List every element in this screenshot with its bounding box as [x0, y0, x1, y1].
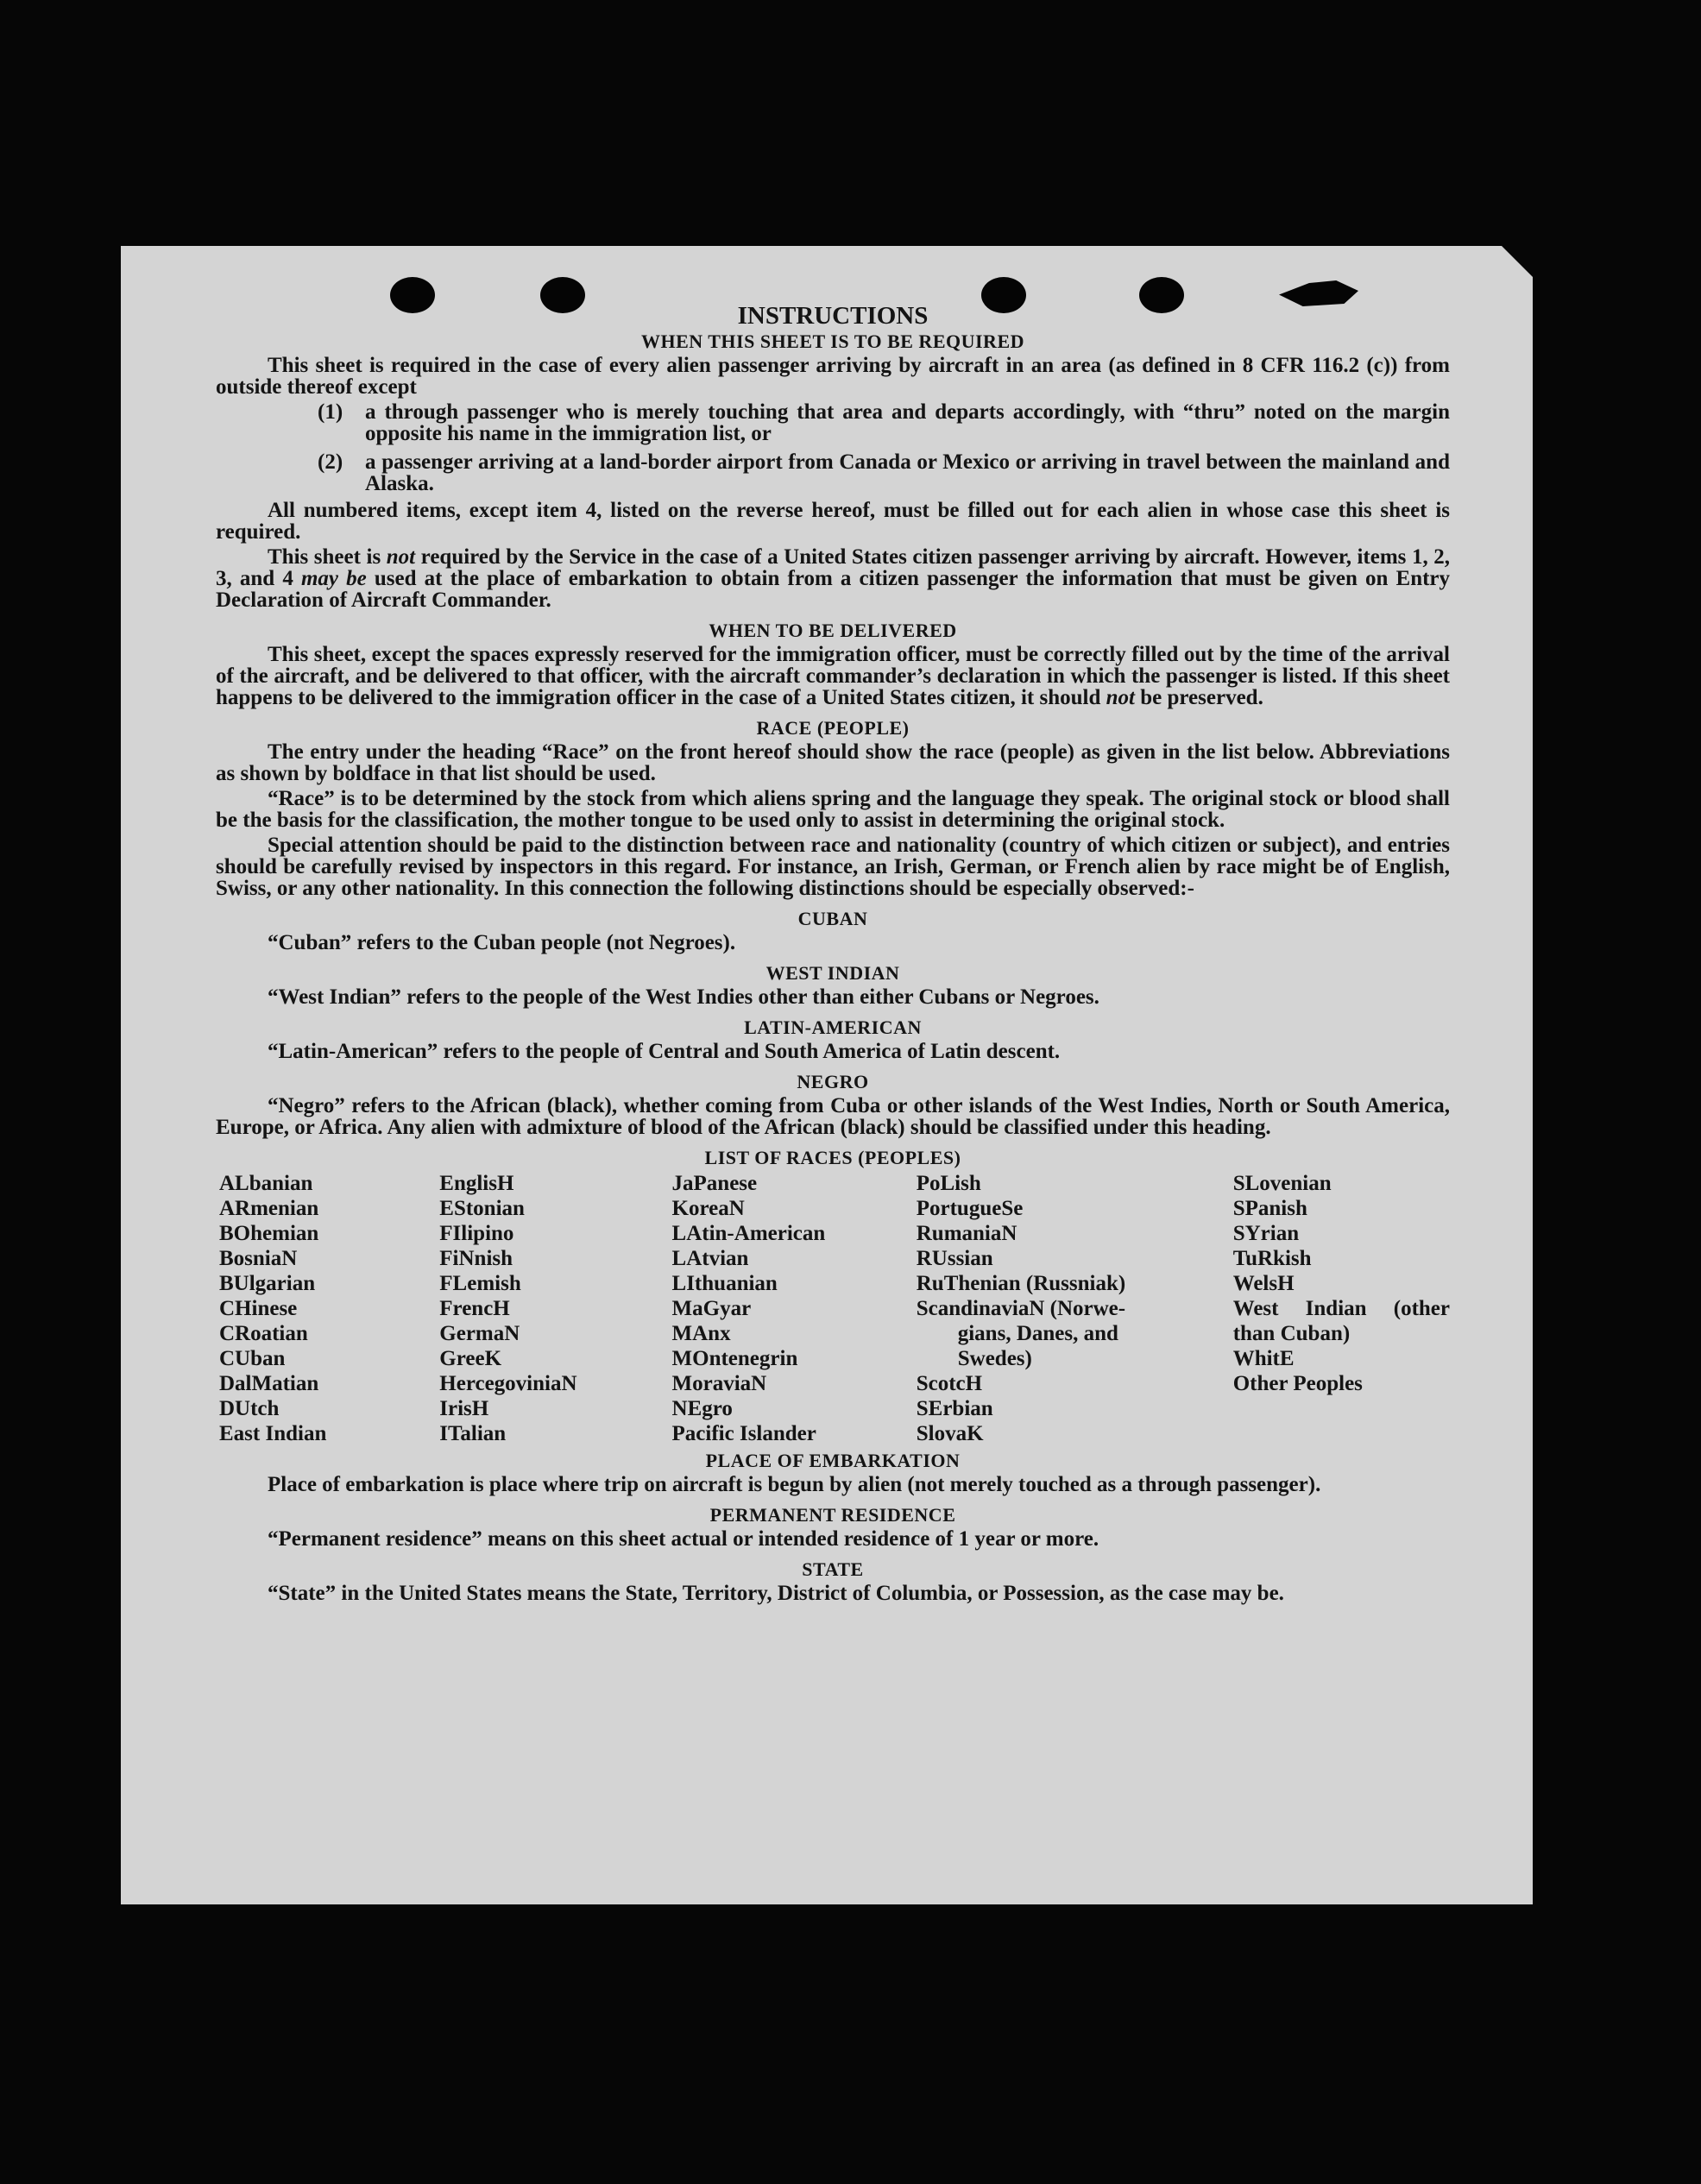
paragraph-required-intro: This sheet is required in the case of every alien passenger arriving by aircraft in an area (as defined in 8 CFR 116.2 (c)) from outside thereof except	[216, 354, 1450, 399]
races-column	[1233, 1171, 1450, 1446]
heading-latin-american: LATIN-AMERICAN	[744, 1016, 922, 1038]
list-item	[318, 401, 1450, 444]
races-column	[219, 1171, 439, 1446]
paragraph-delivered	[216, 644, 1450, 708]
race-entry: ScandinaviaN (Norwe-	[916, 1297, 1126, 1320]
race-entry: BOhemian	[219, 1222, 319, 1245]
race-entry: RumaniaN	[916, 1222, 1017, 1245]
heading-negro: NEGRO	[797, 1071, 869, 1092]
race-entry: West Indian (other than Cuban)	[1232, 1297, 1450, 1345]
race-entry: CUban	[219, 1347, 286, 1370]
race-entry: East Indian	[219, 1422, 327, 1445]
race-entry: LAtvian	[671, 1247, 749, 1270]
heading-state: STATE	[802, 1558, 864, 1580]
paragraph-residence: “Permanent residence” means on this sheet actual or intended residence of 1 year or more.	[268, 1527, 1099, 1551]
race-entry: SlovaK	[916, 1422, 984, 1445]
emphasis: not	[386, 545, 416, 569]
text: be preserved.	[1140, 686, 1263, 709]
race-entry: Pacific Islander	[671, 1422, 816, 1445]
paragraph-embarkation: Place of embarkation is place where trip on aircraft is begun by alien (not merely touched as a through passenger).	[268, 1473, 1321, 1496]
race-entry: BosniaN	[219, 1247, 298, 1270]
folded-corner	[1502, 246, 1533, 277]
paragraph-citizen	[216, 546, 1450, 611]
heading-when-required: WHEN THIS SHEET IS TO BE REQUIRED	[640, 330, 1025, 352]
text: This sheet is	[268, 545, 381, 569]
race-entry: GreeK	[439, 1347, 502, 1370]
race-entry: CRoatian	[219, 1322, 308, 1345]
race-entry: BUlgarian	[219, 1272, 316, 1295]
race-entry: FIlipino	[439, 1222, 514, 1245]
race-entry: RUssian	[916, 1247, 993, 1270]
race-entry: SLovenian	[1232, 1172, 1332, 1195]
races-list	[219, 1171, 1450, 1446]
race-entry: SYrian	[1232, 1222, 1300, 1245]
text: used at the place of embarkation to obtain from a citizen passenger the information that must be given on Entry Declaration of Aircraft Commander.	[216, 567, 1451, 612]
race-entry: LIthuanian	[671, 1272, 778, 1295]
heading-race: RACE (PEOPLE)	[756, 717, 910, 739]
page-title: INSTRUCTIONS	[737, 302, 929, 330]
race-entry: EnglisH	[439, 1172, 514, 1195]
race-entry: SPanish	[1232, 1197, 1307, 1220]
paragraph-negro: “Negro” refers to the African (black), whether coming from Cuba or other islands of the West Indies, North or South America, Europe, or Africa. Any alien with admixture of blood of the African (black) should be classified under this heading.	[216, 1094, 1450, 1139]
race-entry: RuThenian (Russniak)	[916, 1272, 1126, 1295]
emphasis: not	[1106, 686, 1135, 709]
race-entry: GermaN	[439, 1322, 520, 1345]
races-column	[439, 1171, 671, 1446]
paragraph-numbered-items: All numbered items, except item 4, listed on the reverse hereof, must be filled out for each alien in whose case this sheet is required.	[216, 499, 1450, 544]
instructions-content	[216, 303, 1450, 1604]
heading-west-indian: WEST INDIAN	[765, 962, 900, 984]
list-item	[318, 451, 1450, 494]
race-entry: ScotcH	[916, 1372, 983, 1395]
paragraph-race-3: Special attention should be paid to the distinction between race and nationality (country of which citizen or subject), and entries should be carefully revised by inspectors in this regard. For instance, an Irish, German, or French alien by race might be of English, Swiss, or any other nationality. In this connection the following distinctions should be especially observed:-	[216, 834, 1450, 900]
paragraph-race-1: The entry under the heading “Race” on the front hereof should show the race (people) as given in the list below. Abbreviations as shown by boldface in that list should be used.	[216, 740, 1450, 785]
race-entry: SErbian	[916, 1397, 993, 1420]
race-entry: FLemish	[439, 1272, 521, 1295]
race-entry: DalMatian	[219, 1372, 319, 1395]
heading-place-of-embarkation: PLACE OF EMBARKATION	[705, 1450, 961, 1471]
heading-list-of-races: LIST OF RACES (PEOPLES)	[704, 1147, 961, 1168]
race-entry: IrisH	[439, 1397, 489, 1420]
race-entry: MoraviaN	[671, 1372, 767, 1395]
races-column	[917, 1171, 1233, 1446]
races-column	[672, 1171, 917, 1446]
paragraph-race-2: “Race” is to be determined by the stock from which aliens spring and the language they speak. The original stock or blood shall be the basis for the classification, the mother tongue to be used only to assist in determining the original stock.	[216, 787, 1450, 832]
race-entry: HercegoviniaN	[439, 1372, 577, 1395]
race-entry: MaGyar	[671, 1297, 752, 1320]
race-entry: EStonian	[439, 1197, 525, 1220]
emphasis: may be	[300, 567, 367, 590]
document-sheet	[121, 246, 1533, 1904]
race-entry: ITalian	[439, 1422, 507, 1445]
paragraph-west-indian: “West Indian” refers to the people of the West Indies other than either Cubans or Negroes.	[268, 985, 1099, 1009]
race-entry: KoreaN	[671, 1197, 745, 1220]
race-entry: PortugueSe	[916, 1197, 1024, 1220]
item-text: a passenger arriving at a land-border airport from Canada or Mexico or arriving in travel between the mainland and Alaska.	[365, 450, 1450, 495]
race-entry-continuation: Swedes)	[957, 1347, 1032, 1370]
heading-permanent-residence: PERMANENT RESIDENCE	[709, 1504, 956, 1526]
item-number: (1)	[318, 400, 343, 424]
item-text: a through passenger who is merely touching that area and departs accordingly, with “thru” noted on the margin opposite his name in the immigration list, or	[365, 400, 1450, 445]
paragraph-latin-american: “Latin-American” refers to the people of Central and South America of Latin descent.	[268, 1040, 1061, 1063]
race-entry: LAtin-American	[671, 1222, 826, 1245]
heading-cuban: CUBAN	[797, 908, 868, 929]
race-entry: DUtch	[219, 1397, 280, 1420]
race-entry: TuRkish	[1232, 1247, 1312, 1270]
race-entry: PoLish	[916, 1172, 981, 1195]
item-number: (2)	[318, 450, 343, 474]
race-entry: ALbanian	[219, 1172, 313, 1195]
text: This sheet, except the spaces expressly reserved for the immigration officer, must be correctly filled out by the time of the arrival of the aircraft, and be delivered to that officer, with the aircraft commander’s declaration in which the passenger is listed. If this sheet happens to be delivered to the immigration officer in the case of a United States citizen, it should	[216, 643, 1450, 709]
race-entry: WhitE	[1232, 1347, 1295, 1370]
paragraph-state: “State” in the United States means the State, Territory, District of Columbia, or Possession, as the case may be.	[268, 1582, 1284, 1605]
race-entry: MAnx	[671, 1322, 731, 1345]
race-entry: FrencH	[439, 1297, 510, 1320]
text: required by the Service in the case of a United States citizen passenger arriving by aircraft. However, items 1, 2, 3, and 4	[216, 545, 1451, 590]
race-entry: MOntenegrin	[671, 1347, 798, 1370]
race-entry: NEgro	[671, 1397, 733, 1420]
race-entry: Other Peoples	[1232, 1372, 1363, 1395]
race-entry: FiNnish	[439, 1247, 513, 1270]
race-entry: JaPanese	[671, 1172, 758, 1195]
race-entry: CHinese	[219, 1297, 298, 1320]
heading-when-delivered: WHEN TO BE DELIVERED	[709, 620, 957, 641]
race-entry: WelsH	[1232, 1272, 1295, 1295]
race-entry-continuation: gians, Danes, and	[957, 1322, 1118, 1345]
paragraph-cuban: “Cuban” refers to the Cuban people (not Negroes).	[268, 931, 736, 954]
race-entry: ARmenian	[219, 1197, 319, 1220]
